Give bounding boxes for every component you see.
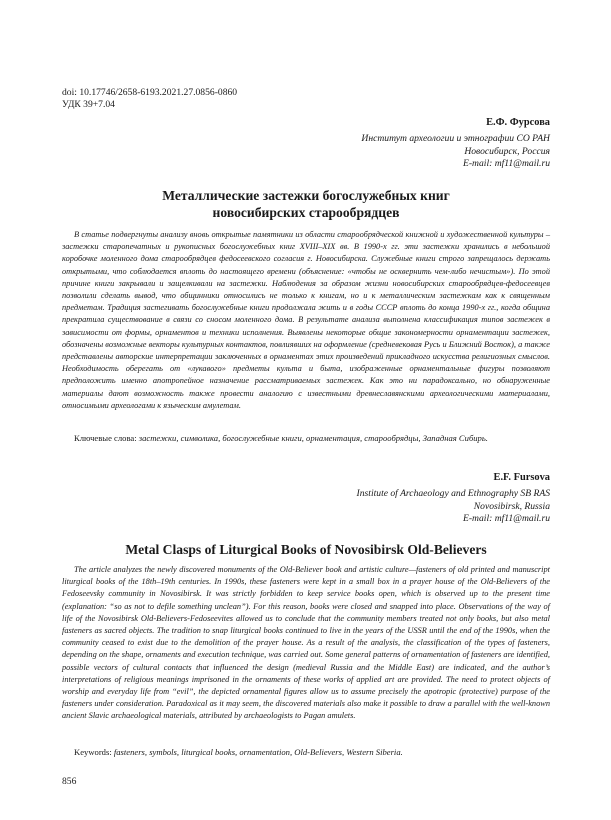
page-number: 856 [62, 776, 77, 787]
author-name-en: E.F. Fursova [493, 472, 550, 483]
affiliation-line: Institute of Archaeology and Ethnography SB RAS [356, 488, 550, 500]
abstract-en: The article analyzes the newly discovered monuments of the Old-Believer book and artistic culture—fasteners of old printed and manuscript liturgical books of the 18th–19th centuries. In 1990s, these fasteners were kept in a small box in a prayer house of the Old-Believers of the Fedoseevsky community in Novosibirsk. It was strictly forbidden to keep service books open, which is observed up to the present time (explanation: “so as not to defile something unclean”). For this reason, books were closed and snapped into place. Observations of the way of life of the Novosibirsk Old-Believers-Fedoseevites allowed us to conclude that the community members treated not only books, but also metal fasteners as sacred objects. The tradition to snap liturgical books continued to live in the years of the USSR until the end of the 1990s, when the community ceased to exist due to the demolition of the prayer house. As a result of the analysis, the classification of the types of fasteners, depending on the shape, ornaments and execution technique, was carried out. Some general patterns of ornamentation of fasteners are identified, possible vectors of cultural contacts that influenced the design (medieval Russia and the Middle East) are indicated, and the author’s interpretations of religious meanings imprisoned in the ornaments of these works of applied art are provided. The need to protect objects of worship and everyday life from “evil”, the depicted ornamental figures allow us to assume precisely the apotropic (protective) purpose of the fasteners under consideration. Paradoxical as it may seem, the discovered materials also make it possible to draw a parallel with the well-known ancient Slavic archaeological materials, attributed by archaeologists to Pagan amulets. [62, 565, 550, 721]
keywords-label: Ключевые слова: [74, 433, 137, 443]
keywords-values: fasteners, symbols, liturgical books, ornamentation, Old-Believers, Western Siberia. [113, 747, 403, 757]
article-title-ru [62, 187, 550, 221]
email-line: E-mail: mf11@mail.ru [463, 158, 550, 170]
author-name-ru: Е.Ф. Фурсова [486, 117, 550, 128]
doi-line: doi: 10.17746/2658-6193.2021.27.0856-0860 [62, 87, 238, 98]
author-block-ru [361, 117, 550, 171]
article-meta [62, 87, 237, 111]
keywords-en [62, 746, 550, 758]
email-line: E-mail: mf11@mail.ru [463, 513, 550, 525]
title-line: новосибирских старообрядцев [212, 205, 400, 220]
location-line: Новосибирск, Россия [464, 145, 550, 157]
affiliation-ru [361, 133, 550, 170]
location-line: Novosibirsk, Russia [473, 500, 550, 512]
article-title-en: Metal Clasps of Liturgical Books of Novosibirsk Old-Believers [125, 542, 487, 557]
affiliation-en [357, 488, 550, 525]
keywords-label: Keywords: [74, 747, 112, 757]
author-block-en [357, 472, 550, 526]
abstract-ru: В статье подвергнуты анализу вновь открытые памятники из области старообрядческой книжной и художественной культуры – застежки старопечатных и рукописных богослужебных книг XVIII–XIX вв. В 1990-х гг. эти застежки хранились в небольшой коробочке моленного дома старообрядцев федосеевского согласия г. Новосибирска. Служебные книги строго запрещалось держать открытыми, что соблюдается вплоть до настоящего времени (объяснение: «чтобы не осквернить чем-либо нечистым»). По этой причине книги закрывали и защелкивали на застежки. Наблюдения за образом жизни новосибирских старообрядцев-федосеевцев позволили сделать вывод, что общинники относились не только к книгам, но и к металлическим застежкам как к священным предметам. Традиция застегивать богослужебные книги продолжала жить и в годы СССР вплоть до конца 1990-х гг., когда община прекратила существование в связи со сносом моленного дома. В результате анализа выполнена классификация типов застежек в зависимости от формы, орнаментов и техники исполнения. Выявлены некоторые общие закономерности орнаментации застежек, обозначены возможные векторы культурных контактов, повлиявших на оформление (средневековая Русь и Ближний Восток), а также представлены авторские интерпретации заключенных в орнаментах этих произведений прикладного искусства религиозных смыслов. Необходимость оберегать от «лукавого» предметы культа и быта, изображенные орнаментальные фигуры позволяют предположить именно апотропейное назначение рассматриваемых застежек. Как это ни парадоксально, но обнаруженные материалы дают возможность также провести аналогию с известными древнеславянскими археологическими материалами, относимыми археологами к языческим амулетам. [62, 230, 550, 410]
keywords-values: застежки, символика, богослужебные книги, орнаментация, старообрядцы, Западная Сибирь. [138, 433, 488, 443]
title-line: Металлические застежки богослужебных книг [162, 188, 450, 203]
affiliation-line: Институт археологии и этнографии СО РАН [361, 133, 550, 145]
keywords-ru [62, 432, 550, 444]
udk-line: УДК 39+7.04 [62, 99, 115, 110]
